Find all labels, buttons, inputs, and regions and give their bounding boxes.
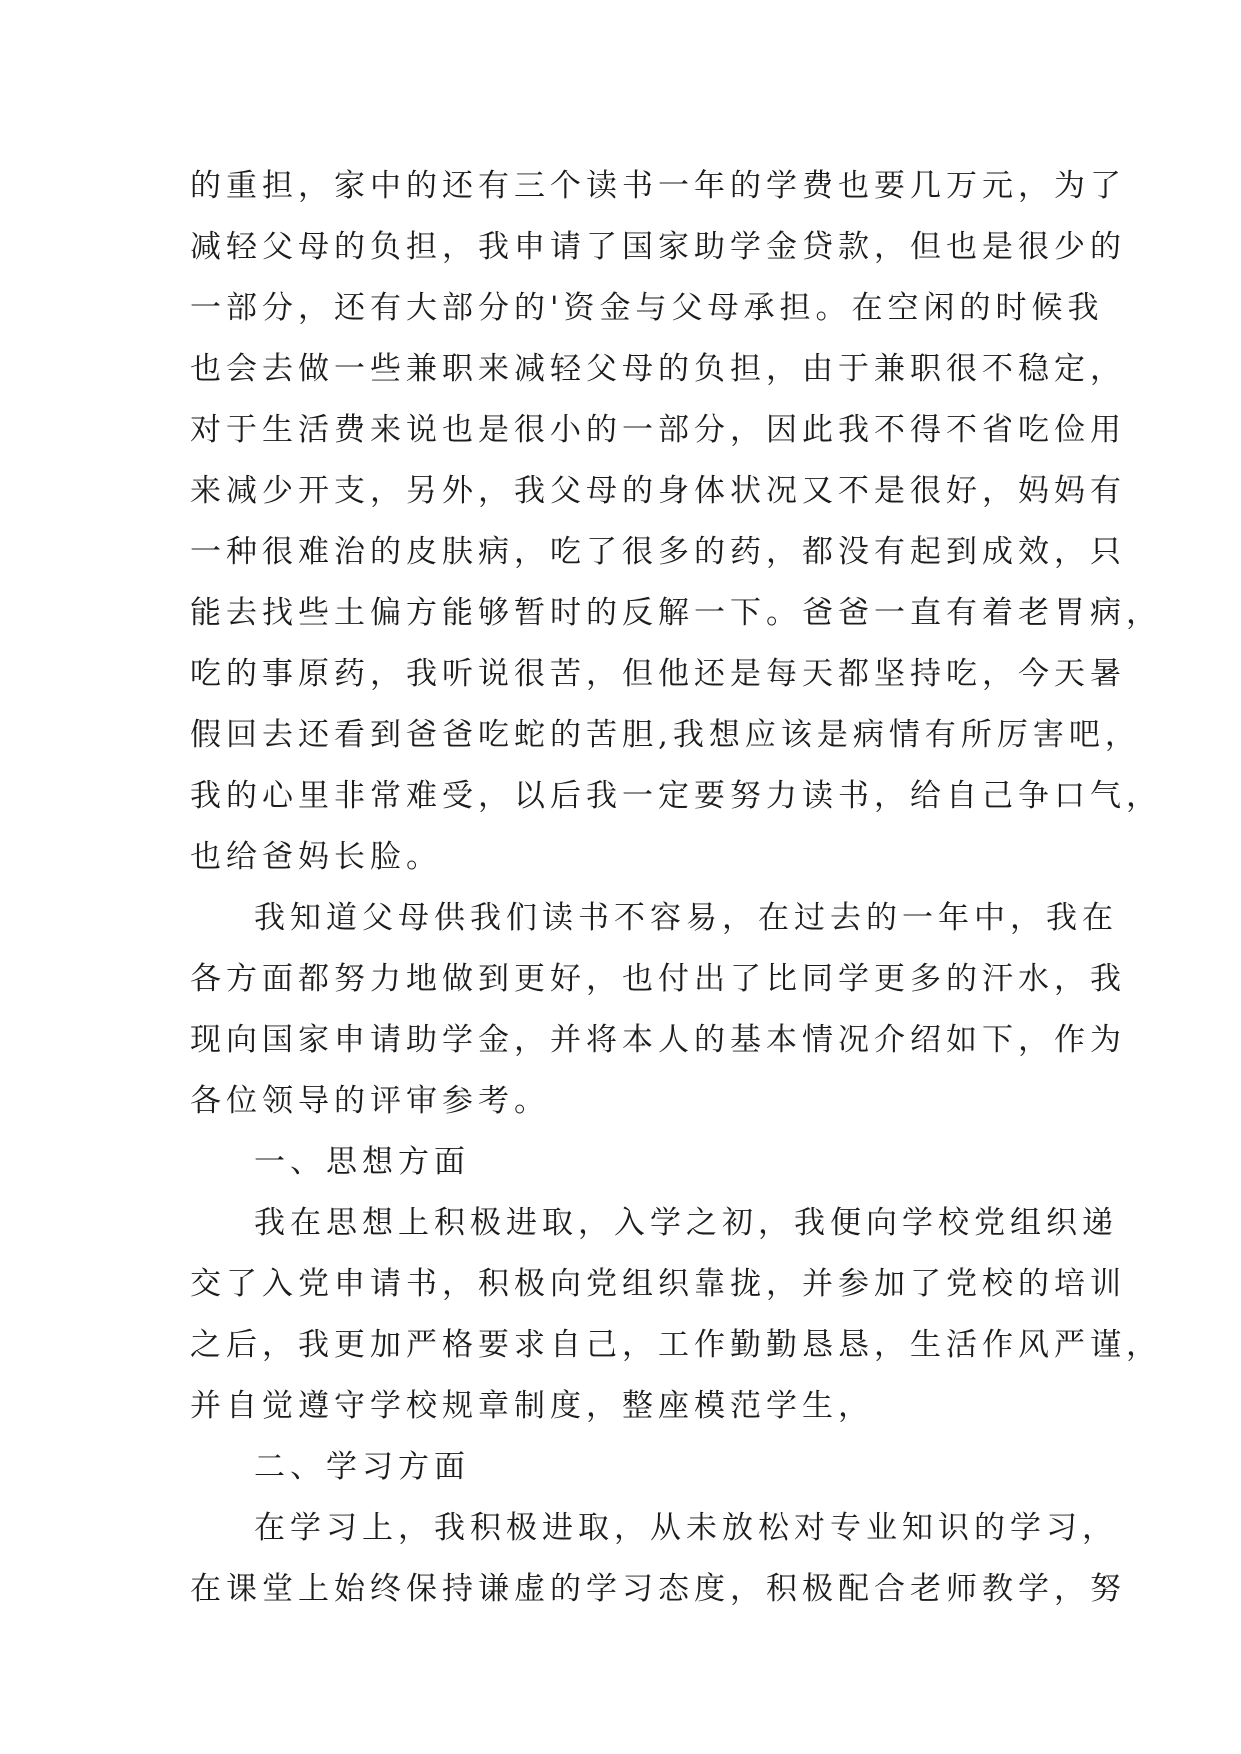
text-line: 对于生活费来说也是很小的一部分，因此我不得不省吃俭用 bbox=[190, 412, 1126, 448]
text-line: 吃的事原药，我听说很苦，但他还是每天都坚持吃，今天暑 bbox=[190, 656, 1126, 692]
text-line: 我的心里非常难受，以后我一定要努力读书，给自己争口气， bbox=[190, 778, 1162, 814]
section-heading-study: 二、学习方面 bbox=[254, 1449, 470, 1485]
text-line: 现向国家申请助学金，并将本人的基本情况介绍如下，作为 bbox=[190, 1022, 1126, 1058]
text-line: 假回去还看到爸爸吃蛇的苦胆,我想应该是病情有所厉害吧， bbox=[190, 717, 1141, 753]
text-line: 并自觉遵守学校规章制度，整座模范学生， bbox=[190, 1388, 874, 1424]
text-line: 来减少开支，另外，我父母的身体状况又不是很好，妈妈有 bbox=[190, 473, 1126, 509]
text-line: 也给爸妈长脸。 bbox=[190, 839, 442, 875]
text-line: 在课堂上始终保持谦虚的学习态度，积极配合老师教学，努 bbox=[190, 1571, 1126, 1607]
text-line: 交了入党申请书，积极向党组织靠拢，并参加了党校的培训 bbox=[190, 1266, 1126, 1302]
text-line: 一种很难治的皮肤病，吃了很多的药，都没有起到成效，只 bbox=[190, 534, 1126, 570]
text-line: 之后，我更加严格要求自己，工作勤勤恳恳，生活作风严谨， bbox=[190, 1327, 1162, 1363]
text-line: 的重担，家中的还有三个读书一年的学费也要几万元，为了 bbox=[190, 168, 1126, 204]
text-line: 一部分，还有大部分的'资金与父母承担。在空闲的时候我 bbox=[190, 290, 1104, 326]
text-line: 也会去做一些兼职来减轻父母的负担，由于兼职很不稳定， bbox=[190, 351, 1126, 387]
text-line: 各位领导的评审参考。 bbox=[190, 1083, 550, 1119]
paragraph-start-line: 我知道父母供我们读书不容易，在过去的一年中，我在 bbox=[254, 900, 1118, 936]
body-text bbox=[190, 156, 1162, 1620]
text-line: 各方面都努力地做到更好，也付出了比同学更多的汗水，我 bbox=[190, 961, 1126, 997]
section-heading-thought: 一、思想方面 bbox=[254, 1144, 470, 1180]
paragraph-start-line: 我在思想上积极进取，入学之初，我便向学校党组织递 bbox=[254, 1205, 1118, 1241]
text-line: 能去找些土偏方能够暂时的反解一下。爸爸一直有着老胃病， bbox=[190, 595, 1162, 631]
paragraph-start-line: 在学习上，我积极进取，从未放松对专业知识的学习， bbox=[254, 1510, 1118, 1546]
text-line: 减轻父母的负担，我申请了国家助学金贷款，但也是很少的 bbox=[190, 229, 1126, 265]
